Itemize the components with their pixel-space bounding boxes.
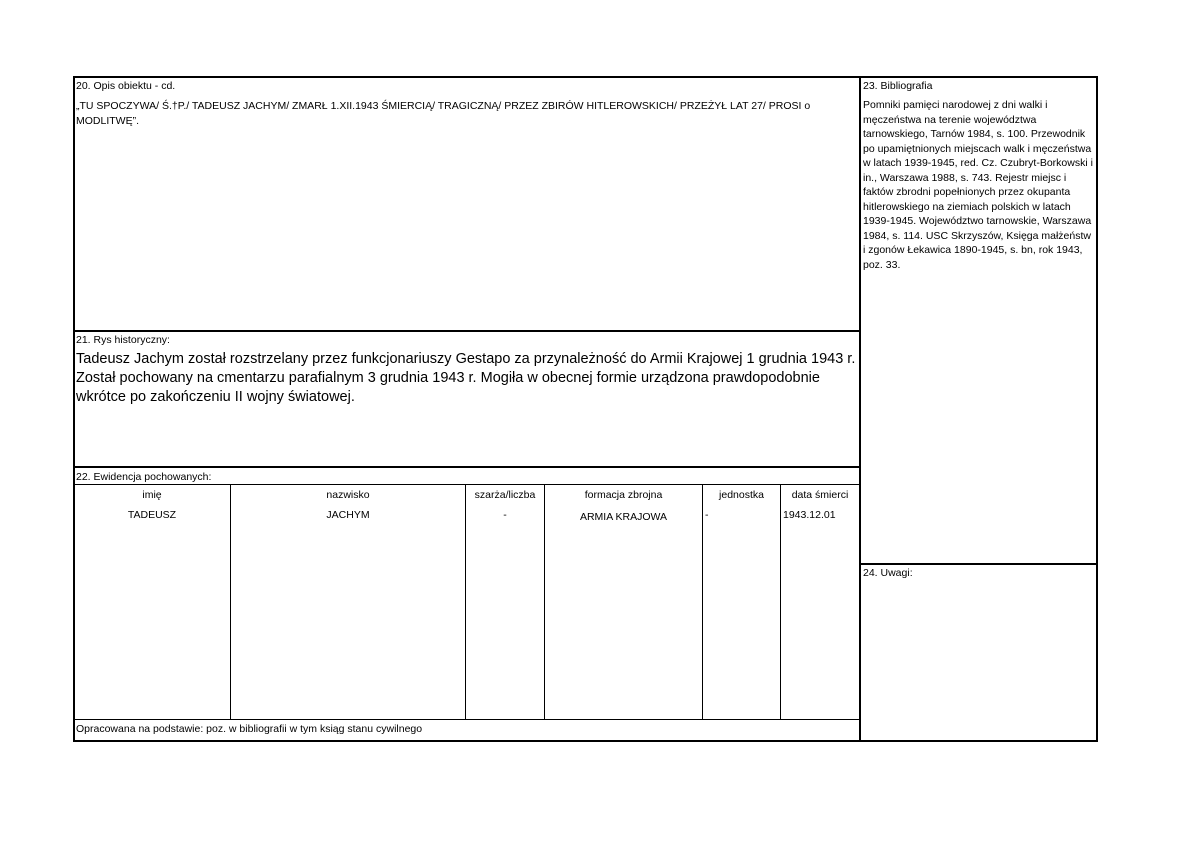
divider-21-22: [73, 466, 860, 468]
table-cell-rank: -: [503, 509, 507, 521]
table-header-unit: jednostka: [719, 489, 764, 501]
section-22-label: 22. Ewidencja pochowanych:: [76, 471, 212, 483]
table-header-death-date: data śmierci: [791, 489, 849, 501]
table-header-first-name: imię: [142, 489, 162, 501]
table-cell-surname: JACHYM: [326, 509, 370, 521]
bibliography-text: Pomniki pamięci narodowej z dni walki i męczeństwa na terenie województwa tarnowskiego, Tarnów 1984, s. 100. Przewodnik po upamiętnionych miejscach walk i męczeństwa w latach 1939-1945, red. Cz. Czubryt-Borkowski i in., Warszawa 1988, s. 743. Rejestr miejsc i faktów zbrodni popełnionych przez okupanta hitlerowskiego na ziemiach polskich w latach 1939-1945. Województwo tarnowskie, Warszawa 1984, s. 114. USC Skrzyszów, Księga małżeństw i zgonów Łekawica 1890-1945, s. bn, rok 1943, poz. 33.: [863, 99, 1093, 271]
section-21-text: Tadeusz Jachym został rozstrzelany przez funkcjonariuszy Gestapo za przynależność do Armii Krajowej 1 grudnia 1943 r. Został pochowany na cmentarzu parafialnym 3 grudnia 1943 r. Mogiła w obecnej formie urządzona prawdopodobnie wkrótce po zakończeniu II wojny światowej.: [76, 351, 856, 405]
table-header-rank: szarża/liczba: [474, 489, 536, 501]
table-cell-formation: ARMIA KRAJOWA: [579, 511, 668, 523]
column-divider: [859, 76, 861, 742]
table-top-line: [73, 484, 860, 485]
table-header-surname: nazwisko: [326, 489, 370, 501]
table-cell-death-date: 1943.12.01: [783, 509, 836, 521]
table-footer-source: Opracowana na podstawie: poz. w bibliografii w tym ksiąg stanu cywilnego: [76, 723, 423, 735]
section-20-label: 20. Opis obiektu - cd.: [76, 80, 176, 92]
section-24-label: 24. Uwagi:: [863, 567, 913, 579]
table-header-formation: formacja zbrojna: [584, 489, 663, 501]
table-bottom-line: [73, 719, 860, 720]
divider-20-21: [73, 330, 860, 332]
table-col-sep: [780, 485, 781, 719]
divider-23-24: [860, 563, 1098, 565]
table-cell-first-name: TADEUSZ: [127, 509, 177, 521]
section-23-label: 23. Bibliografia: [863, 80, 933, 92]
section-21-label: 21. Rys historyczny:: [76, 334, 170, 346]
table-cell-unit: -: [705, 509, 709, 521]
section-20-text: „TU SPOCZYWA/ Ś.†P./ TADEUSZ JACHYM/ ZMARŁ 1.XII.1943 ŚMIERCIĄ/ TRAGICZNĄ/ PRZEZ ZBIRÓW HITLEROWSKICH/ PRZEŻYŁ LAT 27/ PROSI o MODLITWĘ”.: [76, 100, 811, 127]
table-col-sep: [702, 485, 703, 719]
